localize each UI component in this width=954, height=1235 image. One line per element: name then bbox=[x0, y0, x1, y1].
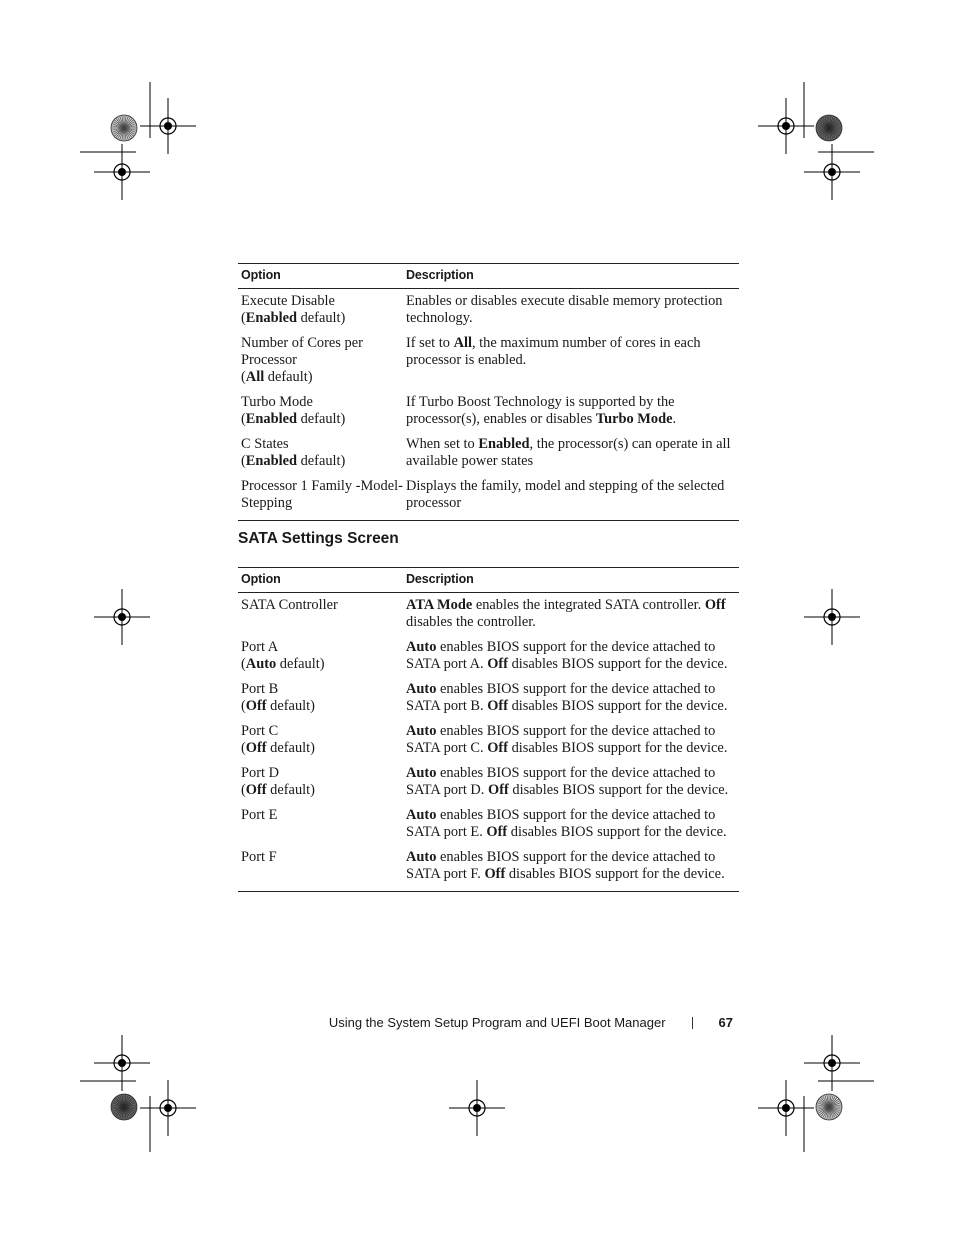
text-run: ( bbox=[241, 310, 246, 326]
registration-mark-icon bbox=[804, 589, 860, 645]
description-cell bbox=[403, 849, 739, 883]
text-run: enables BIOS support for the device attached to bbox=[436, 765, 716, 781]
text-run: Displays the family, model and stepping of the selected bbox=[406, 478, 725, 494]
text-line bbox=[406, 740, 739, 757]
registration-mark-icon bbox=[804, 1035, 860, 1091]
bold-term: Auto bbox=[406, 723, 437, 739]
bold-term: Off bbox=[245, 782, 267, 798]
text-run: Enables or disables execute disable memory protection bbox=[406, 293, 723, 309]
color-wheel-icon bbox=[816, 115, 842, 141]
text-line bbox=[406, 782, 739, 799]
text-line bbox=[241, 597, 403, 614]
text-line bbox=[241, 656, 403, 673]
bold-term: ATA Mode bbox=[406, 597, 473, 613]
registration-mark-icon bbox=[140, 1080, 196, 1136]
description-cell bbox=[403, 293, 739, 327]
bold-term: Off bbox=[486, 824, 508, 840]
text-run: default) bbox=[297, 310, 346, 326]
text-line bbox=[406, 698, 739, 715]
header-description: Description bbox=[406, 572, 474, 586]
text-run: ( bbox=[241, 453, 246, 469]
text-line bbox=[241, 394, 403, 411]
text-run: processor(s), enables or disables bbox=[406, 411, 596, 427]
text-line bbox=[241, 765, 403, 782]
text-line bbox=[406, 453, 739, 470]
text-run: ( bbox=[241, 656, 246, 672]
color-wheel-icon bbox=[816, 1094, 842, 1120]
text-run: default) bbox=[266, 782, 315, 798]
text-run: enables BIOS support for the device attached to bbox=[436, 849, 716, 865]
text-line bbox=[241, 849, 403, 866]
bold-term: Auto bbox=[406, 807, 437, 823]
bold-term: Off bbox=[245, 698, 267, 714]
text-run: technology. bbox=[406, 310, 473, 326]
section-heading: SATA Settings Screen bbox=[238, 530, 399, 547]
table-body bbox=[238, 289, 739, 512]
page-footer bbox=[329, 1015, 733, 1030]
text-line bbox=[241, 639, 403, 656]
text-run: Processor bbox=[241, 352, 297, 368]
text-run: Port B bbox=[241, 681, 279, 697]
text-run: disables BIOS support for the device. bbox=[505, 866, 725, 882]
bold-term: Off bbox=[487, 740, 508, 756]
text-run: ( bbox=[241, 411, 246, 427]
text-line bbox=[406, 597, 739, 614]
text-line bbox=[241, 681, 403, 698]
description-cell bbox=[403, 765, 739, 799]
text-run: disables BIOS support for the device. bbox=[508, 698, 728, 714]
text-line bbox=[406, 614, 739, 631]
text-line bbox=[241, 453, 403, 470]
option-cell bbox=[238, 597, 403, 631]
text-run: disables BIOS support for the device. bbox=[508, 656, 728, 672]
bold-term: Enabled bbox=[245, 453, 297, 469]
text-run: available power states bbox=[406, 453, 534, 469]
text-run: SATA port B. bbox=[406, 698, 488, 714]
table-row bbox=[238, 681, 739, 715]
text-line bbox=[406, 411, 739, 428]
text-run: disables BIOS support for the device. bbox=[508, 740, 728, 756]
footer-divider bbox=[692, 1017, 693, 1029]
table-row bbox=[238, 765, 739, 799]
text-run: C States bbox=[241, 436, 289, 452]
text-run: ( bbox=[241, 740, 246, 756]
text-run: Port E bbox=[241, 807, 278, 823]
text-line bbox=[406, 849, 739, 866]
table-row bbox=[238, 849, 739, 883]
bold-term: Off bbox=[488, 782, 509, 798]
page-number: 67 bbox=[718, 1015, 733, 1030]
text-run: ( bbox=[241, 369, 246, 385]
text-run: ( bbox=[241, 782, 246, 798]
text-line bbox=[406, 723, 739, 740]
text-run: enables BIOS support for the device attached to bbox=[436, 807, 716, 823]
text-line bbox=[241, 723, 403, 740]
option-cell bbox=[238, 723, 403, 757]
table-row bbox=[238, 807, 739, 841]
bold-term: Enabled bbox=[245, 310, 297, 326]
text-line bbox=[241, 495, 403, 512]
text-line bbox=[241, 411, 403, 428]
text-line bbox=[241, 335, 403, 352]
text-run: enables BIOS support for the device attached to bbox=[436, 723, 716, 739]
bold-term: Enabled bbox=[478, 436, 530, 452]
text-line bbox=[406, 394, 739, 411]
table-body bbox=[238, 593, 739, 883]
registration-mark-icon bbox=[449, 1080, 505, 1136]
text-run: Processor 1 Family -Model- bbox=[241, 478, 403, 494]
text-run: disables BIOS support for the device. bbox=[507, 824, 727, 840]
option-cell bbox=[238, 681, 403, 715]
sata-settings-table bbox=[238, 567, 739, 892]
text-run: disables BIOS support for the device. bbox=[508, 782, 729, 798]
text-run: . bbox=[672, 411, 677, 427]
bold-term: Off bbox=[487, 698, 508, 714]
bold-term: Auto bbox=[245, 656, 277, 672]
registration-mark-icon bbox=[758, 98, 814, 154]
table-row bbox=[238, 723, 739, 757]
text-run: Port D bbox=[241, 765, 279, 781]
header-description: Description bbox=[406, 268, 474, 282]
text-line bbox=[241, 478, 403, 495]
text-run: default) bbox=[276, 656, 325, 672]
description-cell bbox=[403, 394, 739, 428]
text-run: SATA port A. bbox=[406, 656, 488, 672]
text-run: ( bbox=[241, 698, 246, 714]
description-cell bbox=[403, 597, 739, 631]
bold-term: Auto bbox=[406, 639, 437, 655]
bold-term: All bbox=[245, 369, 265, 385]
text-run: disables the controller. bbox=[406, 614, 536, 630]
text-run: enables the integrated SATA controller. bbox=[472, 597, 705, 613]
text-line bbox=[241, 293, 403, 310]
text-run: SATA port F. bbox=[406, 866, 485, 882]
bold-term: Auto bbox=[406, 681, 437, 697]
table-row bbox=[238, 293, 739, 327]
table-row bbox=[238, 639, 739, 673]
text-line bbox=[241, 310, 403, 327]
table-row bbox=[238, 436, 739, 470]
text-run: SATA port C. bbox=[406, 740, 488, 756]
text-run: Number of Cores per bbox=[241, 335, 363, 351]
text-run: , the maximum number of cores in each bbox=[471, 335, 701, 351]
header-option: Option bbox=[241, 268, 281, 282]
text-line bbox=[241, 369, 403, 386]
text-run: enables BIOS support for the device attached to bbox=[436, 639, 716, 655]
option-cell bbox=[238, 765, 403, 799]
text-run: If Turbo Boost Technology is supported by the bbox=[406, 394, 675, 410]
registration-mark-icon bbox=[758, 1080, 814, 1136]
text-run: , the processor(s) can operate in all bbox=[529, 436, 731, 452]
text-run: Port F bbox=[241, 849, 277, 865]
description-cell bbox=[403, 723, 739, 757]
table-header bbox=[238, 568, 739, 593]
table-row bbox=[238, 478, 739, 512]
text-line bbox=[406, 335, 739, 352]
bold-term: Enabled bbox=[245, 411, 297, 427]
bold-term: Auto bbox=[406, 765, 437, 781]
option-cell bbox=[238, 807, 403, 841]
text-line bbox=[406, 478, 739, 495]
bold-term: All bbox=[453, 335, 472, 351]
header-option: Option bbox=[241, 572, 281, 586]
text-line bbox=[406, 807, 739, 824]
table-header bbox=[238, 264, 739, 289]
text-run: Turbo Mode bbox=[241, 394, 313, 410]
text-run: When set to bbox=[406, 436, 479, 452]
text-run: default) bbox=[297, 453, 346, 469]
text-line bbox=[406, 352, 739, 369]
text-line bbox=[241, 436, 403, 453]
registration-mark-icon bbox=[94, 589, 150, 645]
text-line bbox=[241, 807, 403, 824]
option-cell bbox=[238, 478, 403, 512]
text-run: processor bbox=[406, 495, 462, 511]
registration-mark-icon bbox=[94, 1035, 150, 1091]
text-run: Stepping bbox=[241, 495, 293, 511]
text-line bbox=[406, 639, 739, 656]
bold-term: Turbo Mode bbox=[595, 411, 673, 427]
text-run: Execute Disable bbox=[241, 293, 335, 309]
text-line bbox=[406, 293, 739, 310]
option-cell bbox=[238, 394, 403, 428]
text-line bbox=[406, 436, 739, 453]
bold-term: Off bbox=[245, 740, 267, 756]
text-run: enables BIOS support for the device attached to bbox=[436, 681, 716, 697]
bold-term: Off bbox=[487, 656, 508, 672]
description-cell bbox=[403, 681, 739, 715]
text-run: Port C bbox=[241, 723, 279, 739]
text-run: SATA port E. bbox=[406, 824, 487, 840]
text-line bbox=[406, 866, 739, 883]
option-cell bbox=[238, 335, 403, 386]
text-run: SATA port D. bbox=[406, 782, 488, 798]
text-run: default) bbox=[266, 740, 315, 756]
table-row bbox=[238, 394, 739, 428]
bold-term: Auto bbox=[406, 849, 437, 865]
text-line bbox=[406, 656, 739, 673]
description-cell bbox=[403, 478, 739, 512]
text-line bbox=[241, 698, 403, 715]
option-cell bbox=[238, 639, 403, 673]
text-run: Port A bbox=[241, 639, 279, 655]
text-run: default) bbox=[297, 411, 346, 427]
table-row bbox=[238, 597, 739, 631]
text-line bbox=[406, 765, 739, 782]
table-row bbox=[238, 335, 739, 386]
text-run: default) bbox=[264, 369, 313, 385]
bold-term: Off bbox=[484, 866, 506, 882]
running-title: Using the System Setup Program and UEFI Boot Manager bbox=[328, 1015, 666, 1030]
color-wheel-icon bbox=[111, 115, 137, 141]
text-line bbox=[406, 495, 739, 512]
description-cell bbox=[403, 807, 739, 841]
text-line bbox=[241, 740, 403, 757]
text-line bbox=[406, 310, 739, 327]
text-line bbox=[406, 824, 739, 841]
bold-term: Off bbox=[704, 597, 726, 613]
color-wheel-icon bbox=[111, 1094, 137, 1120]
option-cell bbox=[238, 849, 403, 883]
text-line bbox=[241, 352, 403, 369]
description-cell bbox=[403, 335, 739, 386]
text-run: default) bbox=[266, 698, 315, 714]
text-line bbox=[241, 782, 403, 799]
text-run: If set to bbox=[406, 335, 454, 351]
description-cell bbox=[403, 436, 739, 470]
description-cell bbox=[403, 639, 739, 673]
option-cell bbox=[238, 436, 403, 470]
text-run: processor is enabled. bbox=[406, 352, 527, 368]
text-run: SATA Controller bbox=[241, 597, 338, 613]
option-cell bbox=[238, 293, 403, 327]
text-line bbox=[406, 681, 739, 698]
processor-settings-table bbox=[238, 263, 739, 521]
registration-mark-icon bbox=[140, 98, 196, 154]
